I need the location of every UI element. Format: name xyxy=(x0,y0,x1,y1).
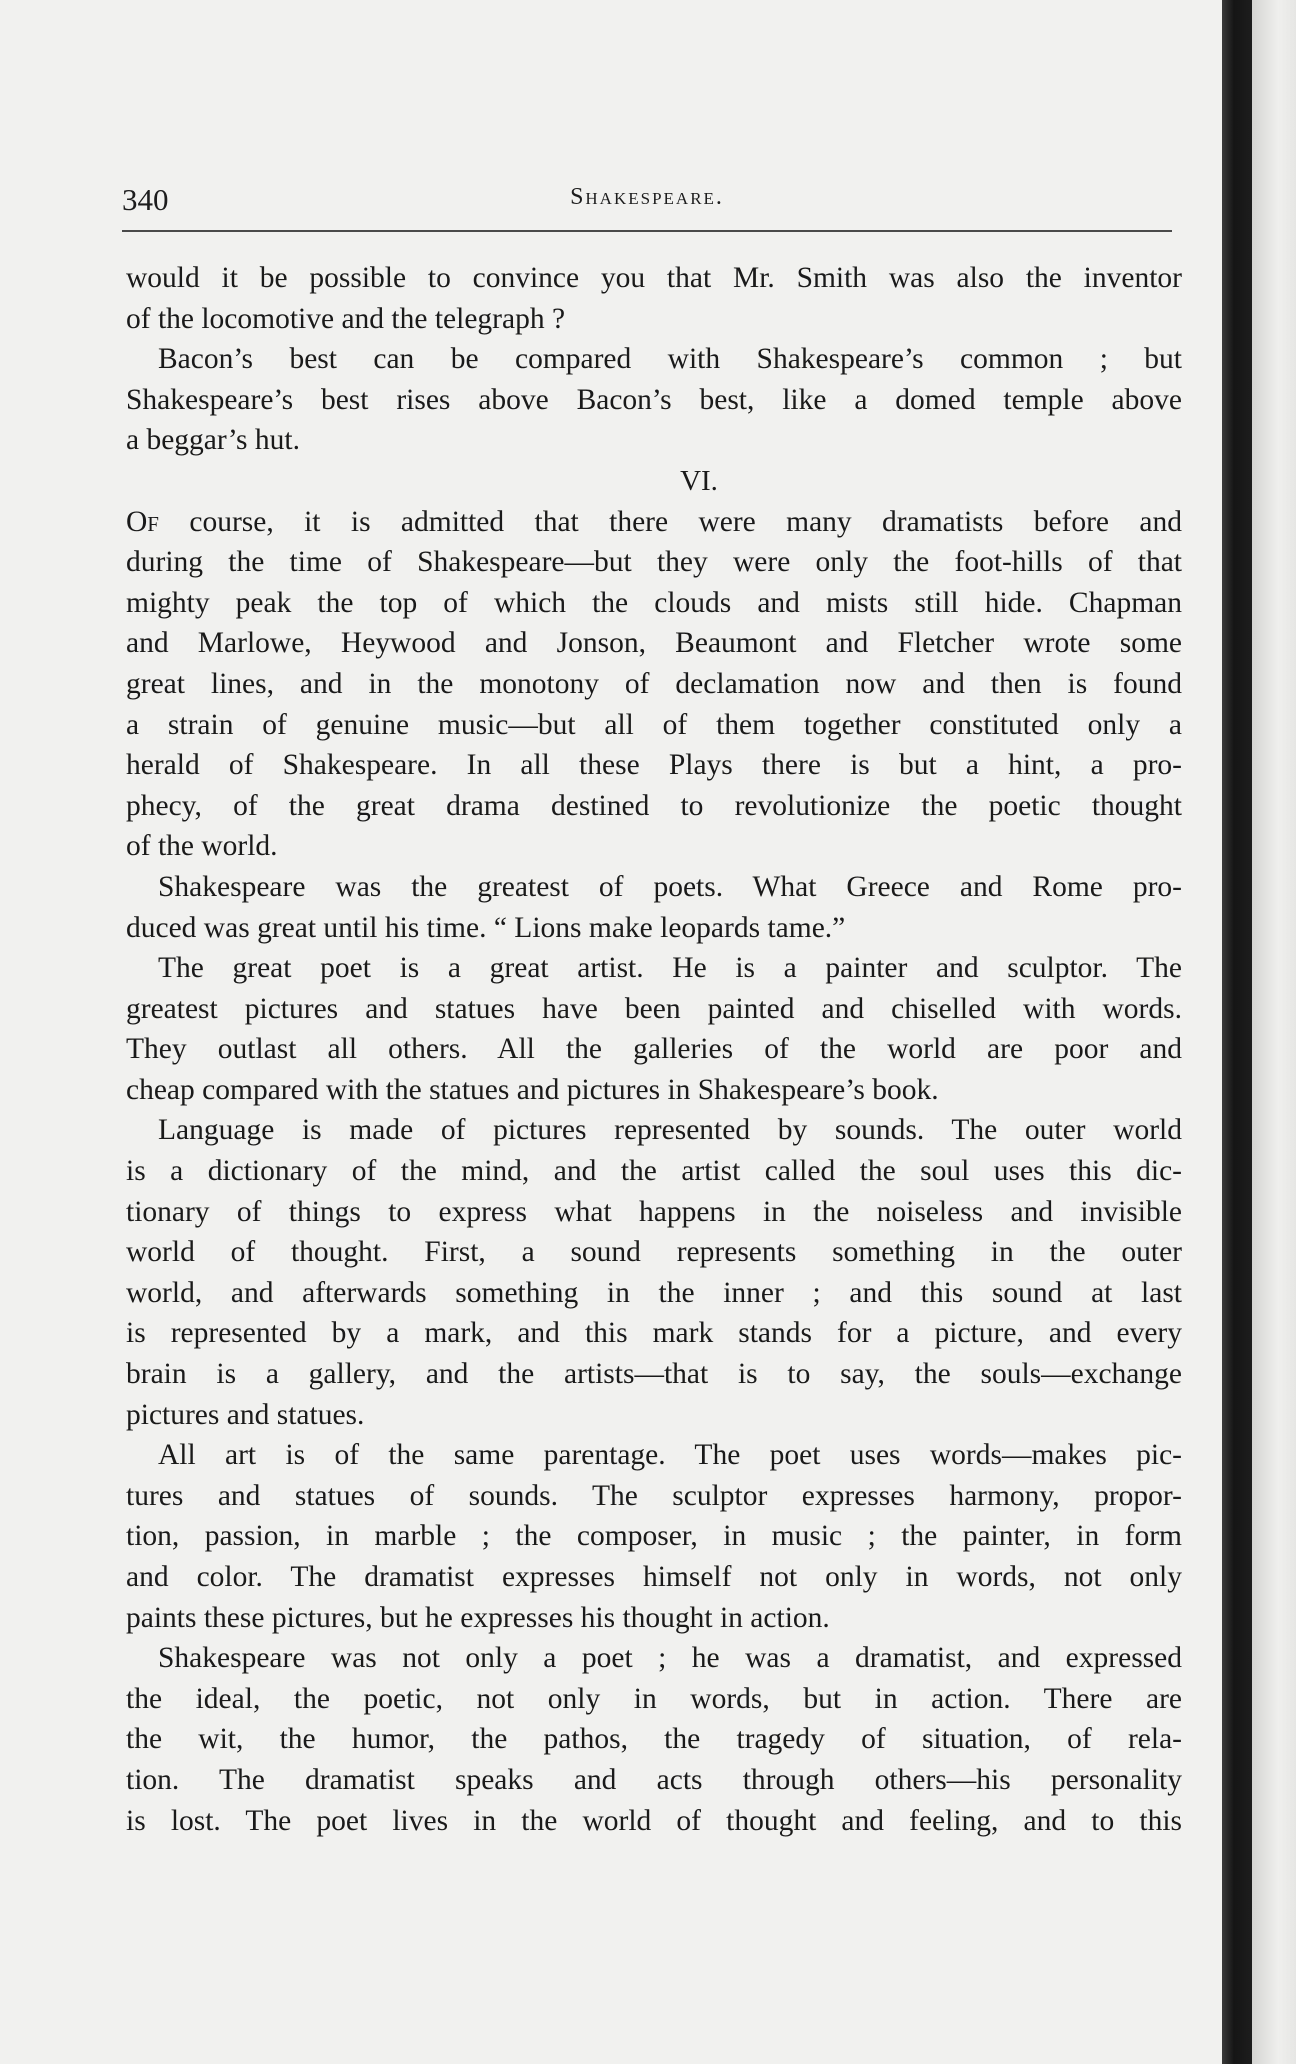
text-line: The great poet is a great artist. He is a painter and sculptor. The xyxy=(158,952,1182,985)
opening-small-caps: Of xyxy=(126,505,159,538)
text-line: during the time of Shakespeare—but they were only the foot-hills of that xyxy=(126,546,1182,579)
text-line: Shakespeare was the greatest of poets. What Greece and Rome pro- xyxy=(158,870,1182,903)
paragraph xyxy=(126,1435,1182,1638)
text-line: cheap compared with the statues and pictures in Shakespeare’s book. xyxy=(126,1073,939,1106)
text-line: would it be possible to convince you that Mr. Smith was also the inventor xyxy=(126,262,1182,294)
text-line: herald of Shakespeare. In all these Plays there is but a hint, a pro- xyxy=(126,749,1182,782)
text-line: and Marlowe, Heywood and Jonson, Beaumont and Fletcher wrote some xyxy=(126,627,1182,660)
text-line: is a dictionary of the mind, and the artist called the soul uses this dic- xyxy=(126,1155,1182,1188)
paragraph xyxy=(126,339,1182,461)
text-line: is lost. The poet lives in the world of thought and feeling, and to this xyxy=(126,1804,1182,1837)
page-header xyxy=(122,178,1172,232)
text-line: tion. The dramatist speaks and acts through others—his personality xyxy=(126,1763,1182,1796)
text-line: the wit, the humor, the pathos, the tragedy of situation, of rela- xyxy=(126,1723,1182,1756)
facing-page-edge xyxy=(1252,0,1296,2064)
text-line-rest: course, it is admitted that there were many dramatists before and xyxy=(158,505,1182,538)
paragraph xyxy=(126,867,1182,948)
text-line: of the locomotive and the telegraph ? xyxy=(126,302,566,335)
running-head: Shakespeare. xyxy=(570,184,724,210)
text-line: the ideal, the poetic, not only in words, but in action. There are xyxy=(126,1682,1182,1715)
paragraph xyxy=(126,1110,1182,1435)
page-body xyxy=(126,258,1182,1841)
text-line: a strain of genuine music—but all of them together constituted only a xyxy=(126,708,1182,741)
text-line: Bacon’s best can be compared with Shakespeare’s common ; but xyxy=(158,343,1182,376)
text-line: Shakespeare was not only a poet ; he was a dramatist, and expressed xyxy=(158,1642,1182,1675)
paragraph xyxy=(126,948,1182,1110)
paragraph xyxy=(126,502,1182,867)
text-line: All art is of the same parentage. The poet uses words—makes pic- xyxy=(158,1439,1182,1472)
text-line: paints these pictures, but he expresses his thought in action. xyxy=(126,1601,830,1634)
text-line: duced was great until his time. “ Lions make leopards tame.” xyxy=(126,911,846,944)
text-line: and color. The dramatist expresses himself not only in words, not only xyxy=(126,1561,1182,1593)
text-line: of the world. xyxy=(126,830,278,863)
paragraph xyxy=(126,258,1182,339)
text-line: brain is a gallery, and the artists—that is to say, the souls—exchange xyxy=(126,1358,1182,1391)
book-spine-shadow xyxy=(1222,0,1252,2064)
text-line: tion, passion, in marble ; the composer, in music ; the painter, in form xyxy=(126,1520,1182,1553)
text-line: tures and statues of sounds. The sculptor expresses harmony, propor- xyxy=(126,1479,1182,1512)
section-numeral: VI. xyxy=(680,464,718,497)
paragraph xyxy=(126,1638,1182,1841)
text-line: a beggar’s hut. xyxy=(126,424,300,457)
text-line: tionary of things to express what happens in the noiseless and invisible xyxy=(126,1195,1182,1228)
text-line: great lines, and in the monotony of declamation now and then is found xyxy=(126,667,1182,700)
text-line: greatest pictures and statues have been painted and chiselled with words. xyxy=(126,992,1182,1025)
text-line: mighty peak the top of which the clouds and mists still hide. Chapman xyxy=(126,586,1182,619)
page-number: 340 xyxy=(122,182,169,217)
text-line: world of thought. First, a sound represents something in the outer xyxy=(126,1236,1182,1269)
text-line xyxy=(126,502,1182,543)
text-line: Shakespeare’s best rises above Bacon’s best, like a domed temple above xyxy=(126,383,1182,416)
text-line: phecy, of the great drama destined to revolutionize the poetic thought xyxy=(126,789,1182,822)
text-line: pictures and statues. xyxy=(126,1398,365,1431)
text-line: Language is made of pictures represented by sounds. The outer world xyxy=(158,1114,1182,1147)
text-line: is represented by a mark, and this mark stands for a picture, and every xyxy=(126,1317,1182,1350)
text-line: They outlast all others. All the galleries of the world are poor and xyxy=(126,1033,1182,1066)
text-line: world, and afterwards something in the inner ; and this sound at last xyxy=(126,1276,1182,1309)
